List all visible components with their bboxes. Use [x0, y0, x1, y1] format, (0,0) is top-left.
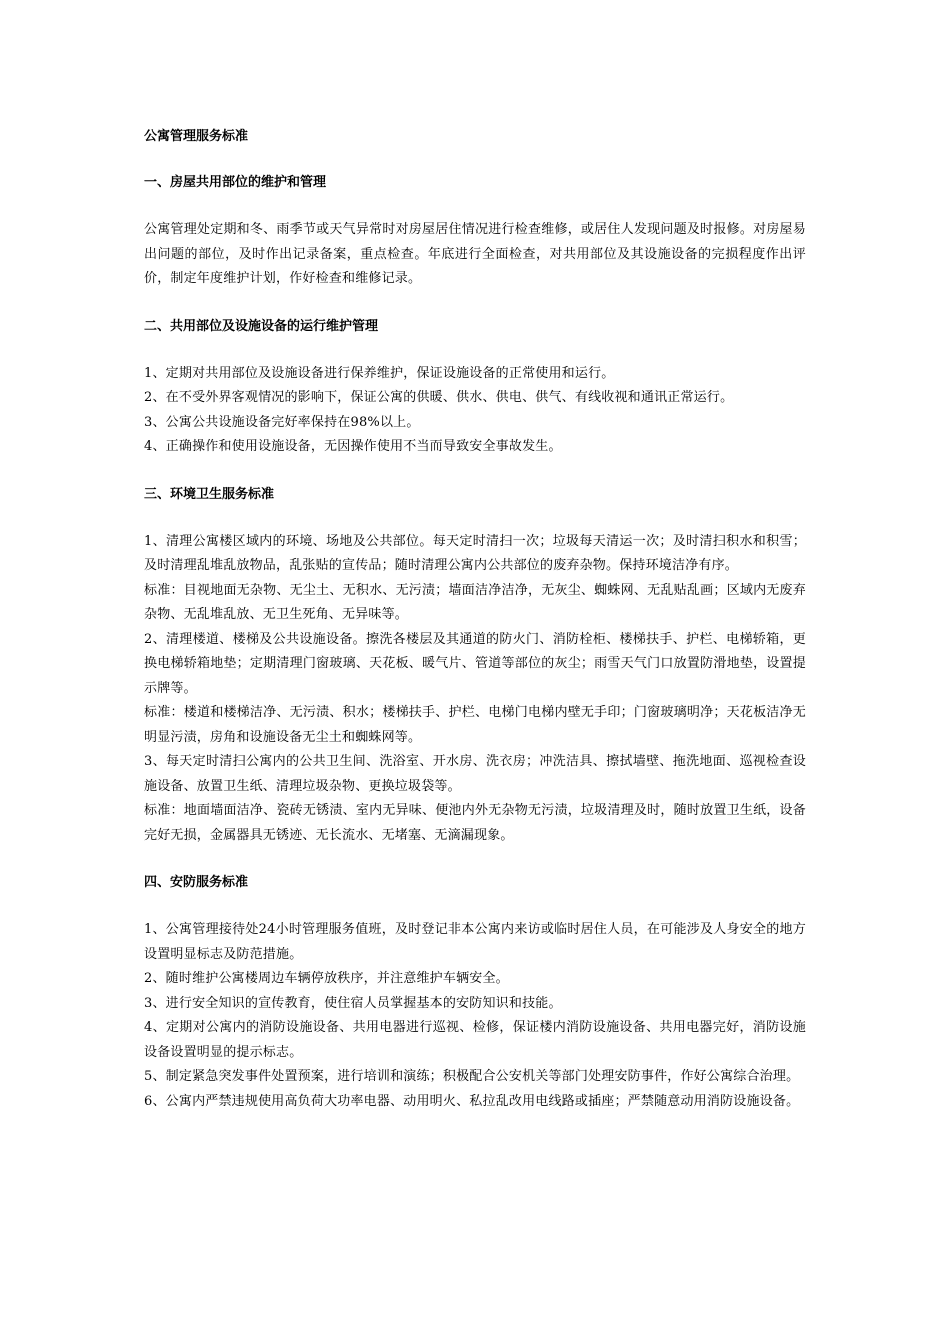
section-heading: 四、安防服务标准 [144, 875, 249, 890]
section-heading: 三、环境卫生服务标准 [144, 486, 275, 502]
list-item: 1、清理公寓楼区域内的环境、场地及公共部位。每天定时清扫一次；垃圾每天清运一次；及时清扫积水和积雪；及时清理乱堆乱放物品，乱张贴的宣传品；随时清理公寓内公共部位的废弃杂物。保持环境洁净有序。 [144, 533, 806, 573]
section-body [144, 918, 806, 1114]
section-security [144, 872, 806, 1114]
list-item: 4、正确操作和使用设施设备，无因操作使用不当而导致安全事故发生。 [144, 439, 562, 454]
section-heading: 二、共用部位及设施设备的运行维护管理 [144, 318, 379, 334]
paragraph: 公寓管理处定期和冬、雨季节或天气异常时对房屋居住情况进行检查维修，或居住人发现问题及时报修。对房屋易出问题的部位，及时作出记录备案，重点检查。年底进行全面检查，对共用部位及其设施设备的完损程度作出评价，制定年度维护计划，作好检查和维修记录。 [144, 222, 806, 286]
list-item: 2、随时维护公寓楼周边车辆停放秩序，并注意维护车辆安全。 [144, 971, 509, 986]
standard-note: 标准：目视地面无杂物、无尘土、无积水、无污渍；墙面洁净洁净，无灰尘、蜘蛛网、无乱贴乱画；区域内无废弃杂物、无乱堆乱放、无卫生死角、无异味等。 [144, 582, 806, 622]
list-item: 1、定期对共用部位及设施设备进行保养维护，保证设施设备的正常使用和运行。 [144, 365, 615, 381]
list-item: 2、清理楼道、楼梯及公共设施设备。擦洗各楼层及其通道的防火门、消防栓柜、楼梯扶手、护栏、电梯轿箱，更换电梯轿箱地垫；定期清理门窗玻璃、天花板、暖气片、管道等部位的灰尘；雨雪天气门口放置防滑地垫，设置提示牌等。 [144, 631, 806, 696]
list-item: 3、每天定时清扫公寓内的公共卫生间、洗浴室、开水房、洗衣房；冲洗洁具、擦拭墙壁、拖洗地面、巡视检查设施设备、放置卫生纸、清理垃圾杂物、更换垃圾袋等。 [144, 754, 806, 794]
list-item: 1、公寓管理接待处24小时管理服务值班，及时登记非本公寓内来访或临时居住人员，在可能涉及人身安全的地方设置明显标志及防范措施。 [144, 922, 806, 962]
document-page [144, 126, 806, 1114]
list-item: 6、公寓内严禁违规使用高负荷大功率电器、动用明火、私拉乱改用电线路或插座；严禁随意动用消防设施设备。 [144, 1093, 800, 1109]
list-item: 5、制定紧急突发事件处置预案，进行培训和演练；积极配合公安机关等部门处理安防事件，作好公寓综合治理。 [144, 1069, 800, 1084]
section-sanitation [144, 484, 806, 849]
section-body [144, 218, 806, 292]
document-title: 公寓管理服务标准 [144, 129, 249, 144]
section-heading: 一、房屋共用部位的维护和管理 [144, 175, 327, 190]
section-body [144, 362, 806, 460]
section-body [144, 530, 806, 849]
list-item: 4、定期对公寓内的消防设施设备、共用电器进行巡视、检修，保证楼内消防设施设备、共用电器完好，消防设施设备设置明显的提示标志。 [144, 1020, 806, 1060]
standard-note: 标准：楼道和楼梯洁净、无污渍、积水；楼梯扶手、护栏、电梯门电梯内壁无手印；门窗玻璃明净；天花板洁净无明显污渍，房角和设施设备无尘土和蜘蛛网等。 [144, 705, 806, 745]
list-item: 2、在不受外界客观情况的影响下，保证公寓的供暖、供水、供电、供气、有线收视和通讯正常运行。 [144, 390, 734, 405]
standard-note: 标准：地面墙面洁净、瓷砖无锈渍、室内无异味、便池内外无杂物无污渍，垃圾清理及时，随时放置卫生纸，设备完好无损，金属器具无锈迹、无长流水、无堵塞、无滴漏现象。 [144, 803, 806, 843]
list-item: 3、公寓公共设施设备完好率保持在98%以上。 [144, 414, 420, 430]
list-item: 3、进行安全知识的宣传教育，使住宿人员掌握基本的安防知识和技能。 [144, 995, 562, 1011]
section-building-maintenance [144, 172, 806, 292]
section-facility-operation [144, 316, 806, 460]
